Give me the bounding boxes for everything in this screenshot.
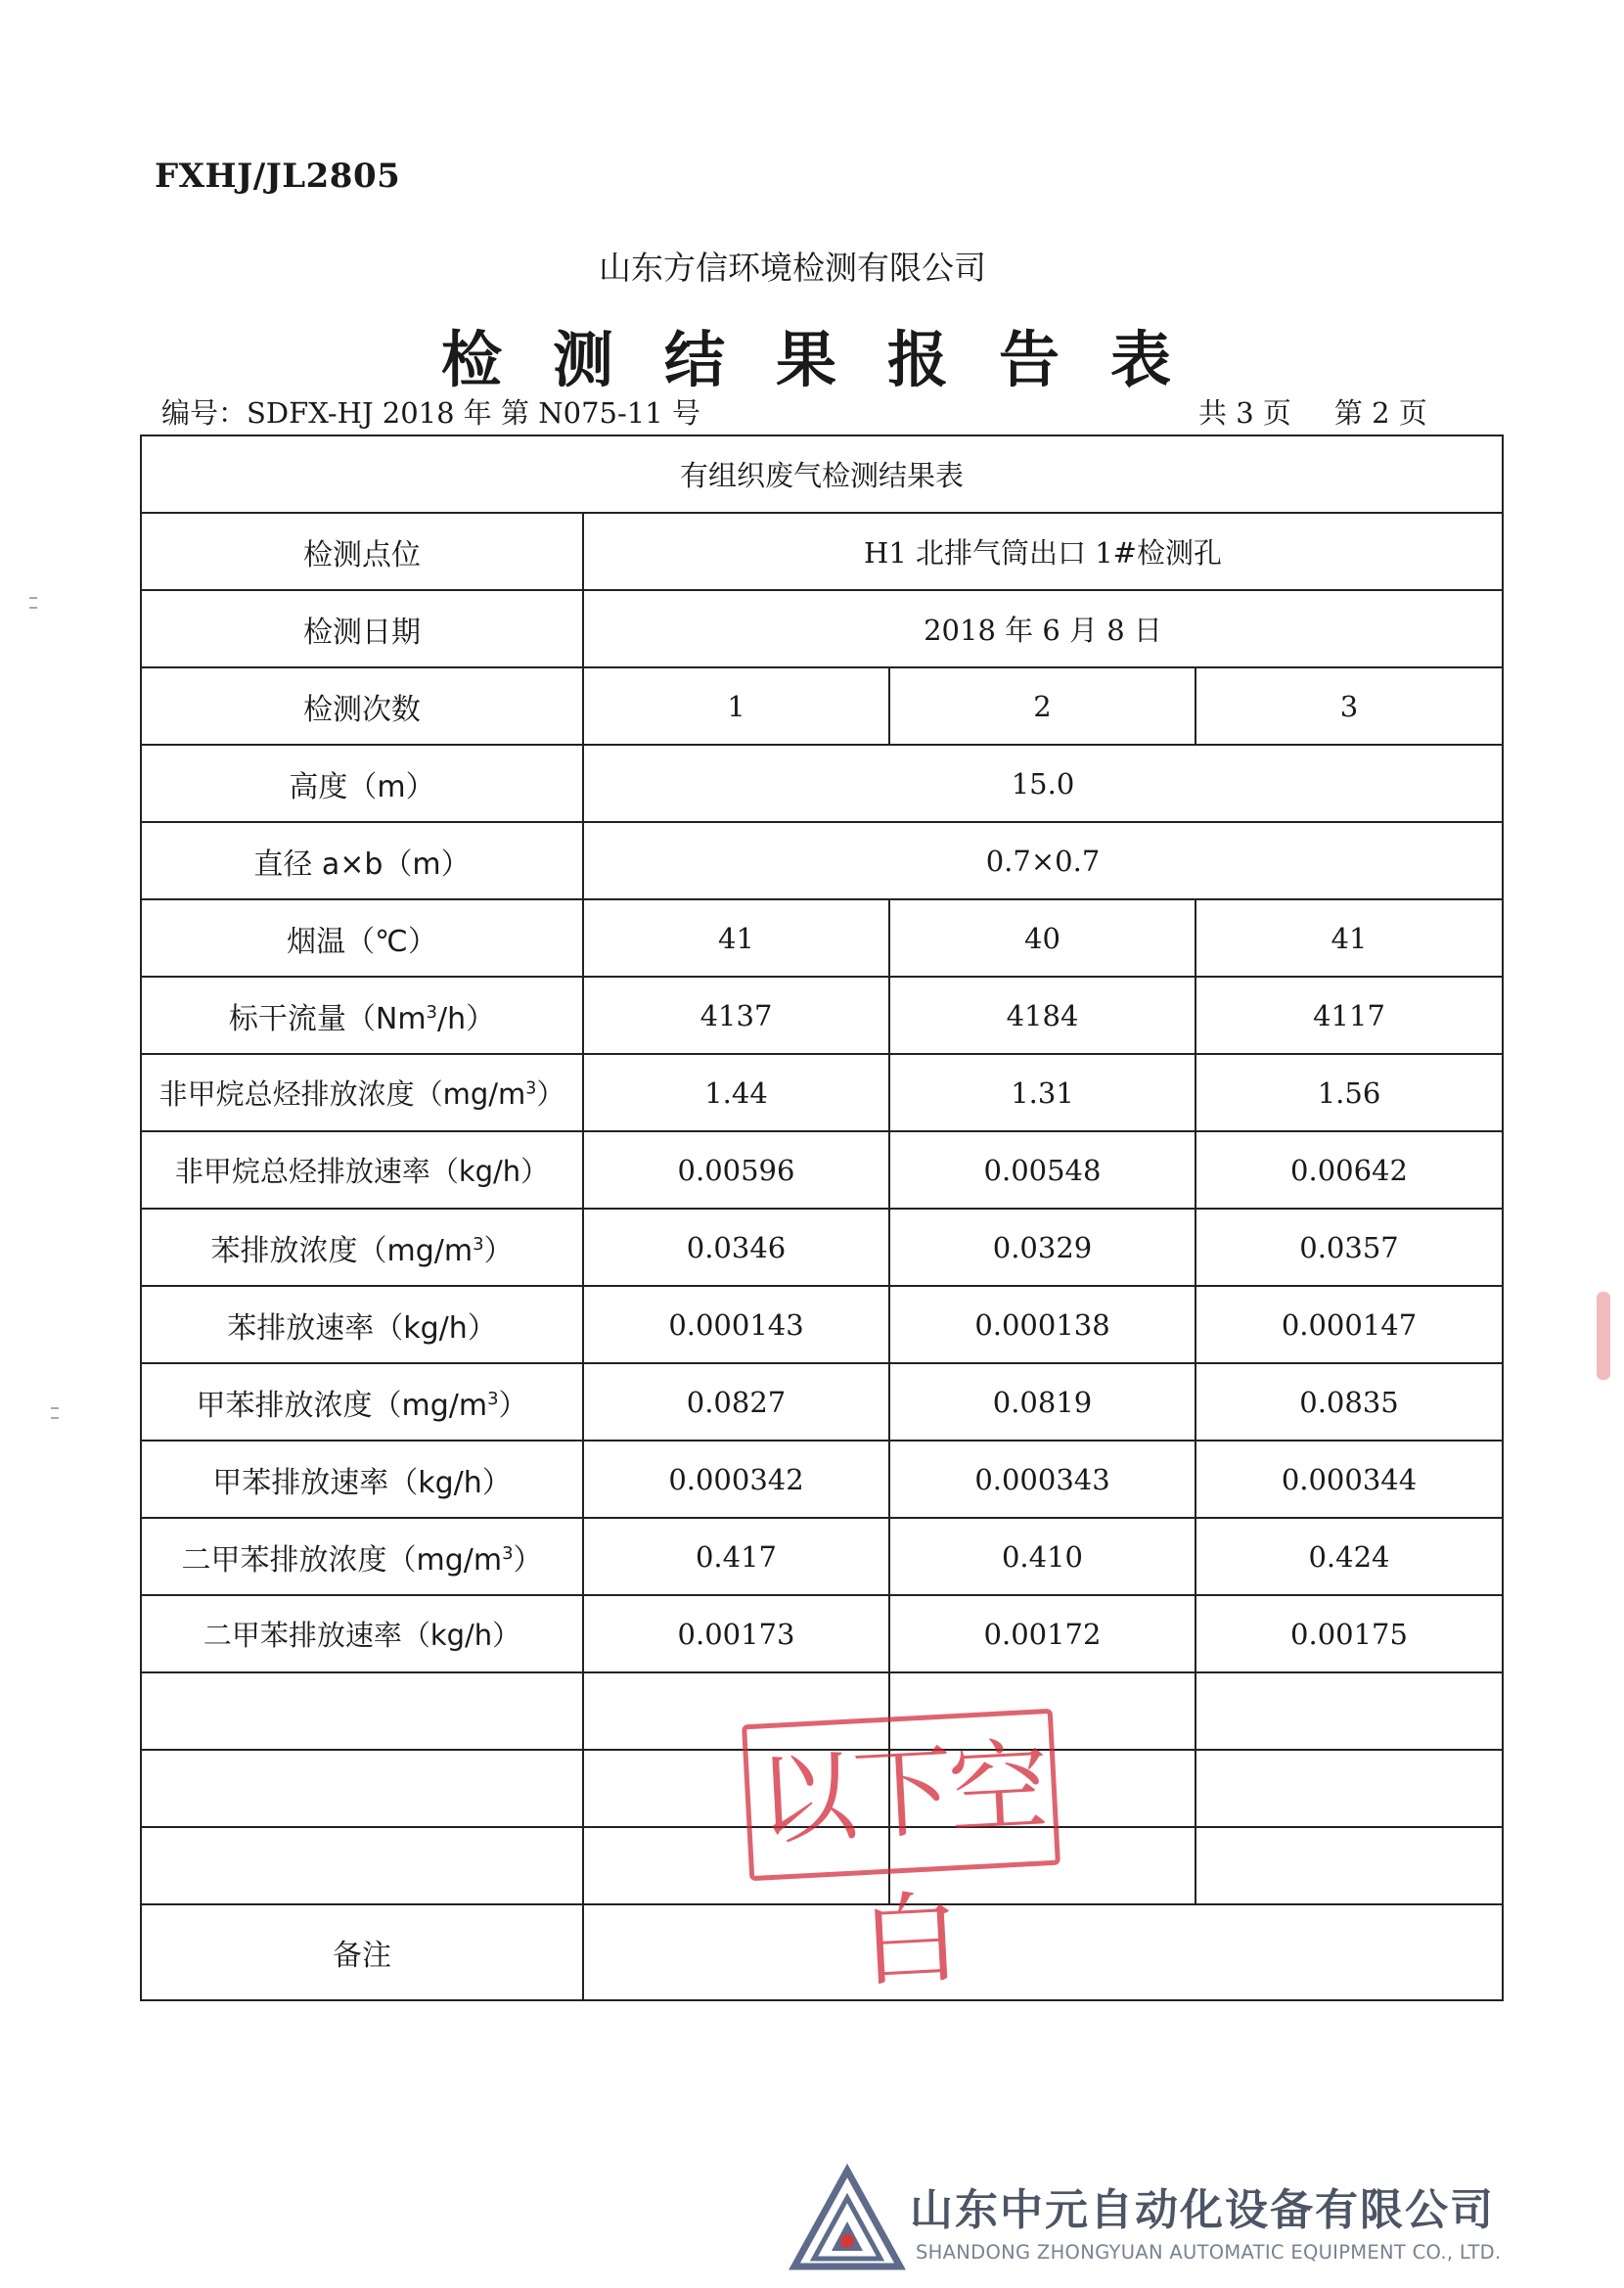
- row-label-suffix: /h）: [437, 1001, 496, 1036]
- diameter-label: 直径 a×b（m）: [141, 822, 583, 899]
- company-name: 山东方信环境检测有限公司: [599, 249, 986, 287]
- row-label-superscript: 3: [525, 1078, 537, 1099]
- row-label: [141, 977, 583, 1054]
- value-cell: 1.31: [889, 1054, 1195, 1131]
- company-logo-icon: [789, 2165, 906, 2274]
- row-label-text: 二甲苯排放速率（kg/h）: [203, 1619, 521, 1652]
- value-cell: 0.00596: [583, 1131, 889, 1209]
- table-row: [141, 1286, 1503, 1363]
- value-cell: 41: [1195, 899, 1503, 977]
- location-value: H1 北排气筒出口 1#检测孔: [583, 513, 1503, 590]
- row-label: [141, 1209, 583, 1286]
- row-label-superscript: 3: [487, 1388, 499, 1409]
- remark-row: [141, 1904, 1503, 2000]
- count-cell: 2: [889, 667, 1195, 745]
- value-cell: 0.000344: [1195, 1441, 1503, 1518]
- page-title: 检测结果报告表: [440, 324, 1222, 395]
- value-cell: 40: [889, 899, 1195, 977]
- row-label-text: 甲苯排放速率（kg/h）: [212, 1465, 512, 1500]
- value-cell: 0.000147: [1195, 1286, 1503, 1363]
- table-caption: 有组织废气检测结果表: [141, 435, 1503, 513]
- table-row: [141, 1363, 1503, 1441]
- value-cell: 4137: [583, 977, 889, 1054]
- table-row: [141, 977, 1503, 1054]
- table-row: [141, 1518, 1503, 1595]
- value-cell: 0.00172: [889, 1595, 1195, 1672]
- table-row: [141, 1209, 1503, 1286]
- date-label: 检测日期: [141, 590, 583, 667]
- row-label: [141, 1363, 583, 1441]
- total-pages: 共 3 页: [1198, 396, 1291, 430]
- value-cell: 1.56: [1195, 1054, 1503, 1131]
- date-value: 2018 年 6 月 8 日: [583, 590, 1503, 667]
- value-cell: 0.0329: [889, 1209, 1195, 1286]
- value-cell: 0.000343: [889, 1441, 1195, 1518]
- value-cell: 0.00548: [889, 1131, 1195, 1209]
- diameter-value: 0.7×0.7: [583, 822, 1503, 899]
- value-cell: 1.44: [583, 1054, 889, 1131]
- row-label-text: 苯排放浓度（mg/m: [210, 1233, 474, 1268]
- height-label: 高度（m）: [141, 745, 583, 822]
- margin-mark: [51, 1417, 59, 1419]
- value-cell: 0.0346: [583, 1209, 889, 1286]
- count-cell: 3: [1195, 667, 1503, 745]
- value-cell: 0.000342: [583, 1441, 889, 1518]
- row-label-text: 烟温（℃）: [287, 924, 437, 959]
- row-label-text: 非甲烷总烃排放速率（kg/h）: [174, 1155, 550, 1188]
- row-label: [141, 1286, 583, 1363]
- date-row: [141, 590, 1503, 667]
- row-label-text: 二甲苯排放浓度（mg/m: [181, 1542, 503, 1578]
- value-cell: 0.417: [583, 1518, 889, 1595]
- value-cell: 0.00642: [1195, 1131, 1503, 1209]
- row-label: [141, 1518, 583, 1595]
- document-code: FXHJ/JL2805: [155, 157, 401, 196]
- value-cell: 41: [583, 899, 889, 977]
- row-label-superscript: 3: [502, 1542, 514, 1564]
- table-row: [141, 1595, 1503, 1672]
- row-label: [141, 1595, 583, 1672]
- margin-mark: [29, 607, 37, 609]
- value-cell: 0.0835: [1195, 1363, 1503, 1441]
- row-label-suffix: ）: [536, 1077, 565, 1111]
- count-label: 检测次数: [141, 667, 583, 745]
- table-row: [141, 899, 1503, 977]
- row-label-text: 甲苯排放浓度（mg/m: [196, 1388, 488, 1423]
- height-row: [141, 745, 1503, 822]
- seal-edge-mark: [1597, 1292, 1610, 1380]
- table-row: [141, 1054, 1503, 1131]
- row-label-text: 非甲烷总烃排放浓度（mg/m: [158, 1077, 526, 1111]
- table-caption-row: [141, 435, 1503, 513]
- row-label: [141, 1441, 583, 1518]
- page-info: [1198, 391, 1427, 432]
- remark-label: 备注: [141, 1904, 583, 2000]
- location-label: 检测点位: [141, 513, 583, 590]
- value-cell: 0.00173: [583, 1595, 889, 1672]
- value-cell: 0.0357: [1195, 1209, 1503, 1286]
- value-cell: 0.000138: [889, 1286, 1195, 1363]
- table-row: [141, 1131, 1503, 1209]
- footer-company-name: 山东中元自动化设备有限公司: [910, 2185, 1495, 2235]
- row-label: [141, 899, 583, 977]
- row-label-suffix: ）: [483, 1233, 514, 1268]
- count-cell: 1: [583, 667, 889, 745]
- report-number: 编号：SDFX-HJ 2018 年 第 N075-11 号: [161, 396, 700, 430]
- height-value: 15.0: [583, 745, 1503, 822]
- row-label-suffix: ）: [513, 1542, 543, 1578]
- table-row: [141, 1441, 1503, 1518]
- footer-company-english: SHANDONG ZHONGYUAN AUTOMATIC EQUIPMENT CO., LTD.: [916, 2241, 1502, 2264]
- blank-below-stamp: 以下空白: [742, 1709, 1060, 1881]
- value-cell: 0.410: [889, 1518, 1195, 1595]
- row-label-text: 苯排放速率（kg/h）: [227, 1310, 497, 1346]
- value-cell: 0.0819: [889, 1363, 1195, 1441]
- value-cell: 0.000143: [583, 1286, 889, 1363]
- value-cell: 0.00175: [1195, 1595, 1503, 1672]
- row-label-superscript: 3: [426, 1001, 437, 1023]
- location-row: [141, 513, 1503, 590]
- margin-mark: [51, 1407, 59, 1409]
- value-cell: 0.0827: [583, 1363, 889, 1441]
- value-cell: 0.424: [1195, 1518, 1503, 1595]
- row-label-superscript: 3: [473, 1233, 484, 1255]
- count-row: [141, 667, 1503, 745]
- diameter-row: [141, 822, 1503, 899]
- remark-value: [583, 1904, 1503, 2000]
- row-label: [141, 1054, 583, 1131]
- value-cell: 4117: [1195, 977, 1503, 1054]
- current-page: 第 2 页: [1333, 396, 1427, 430]
- row-label-suffix: ）: [498, 1388, 528, 1423]
- row-label: [141, 1131, 583, 1209]
- value-cell: 4184: [889, 977, 1195, 1054]
- margin-mark: [29, 597, 37, 599]
- row-label-text: 标干流量（Nm: [228, 1001, 427, 1036]
